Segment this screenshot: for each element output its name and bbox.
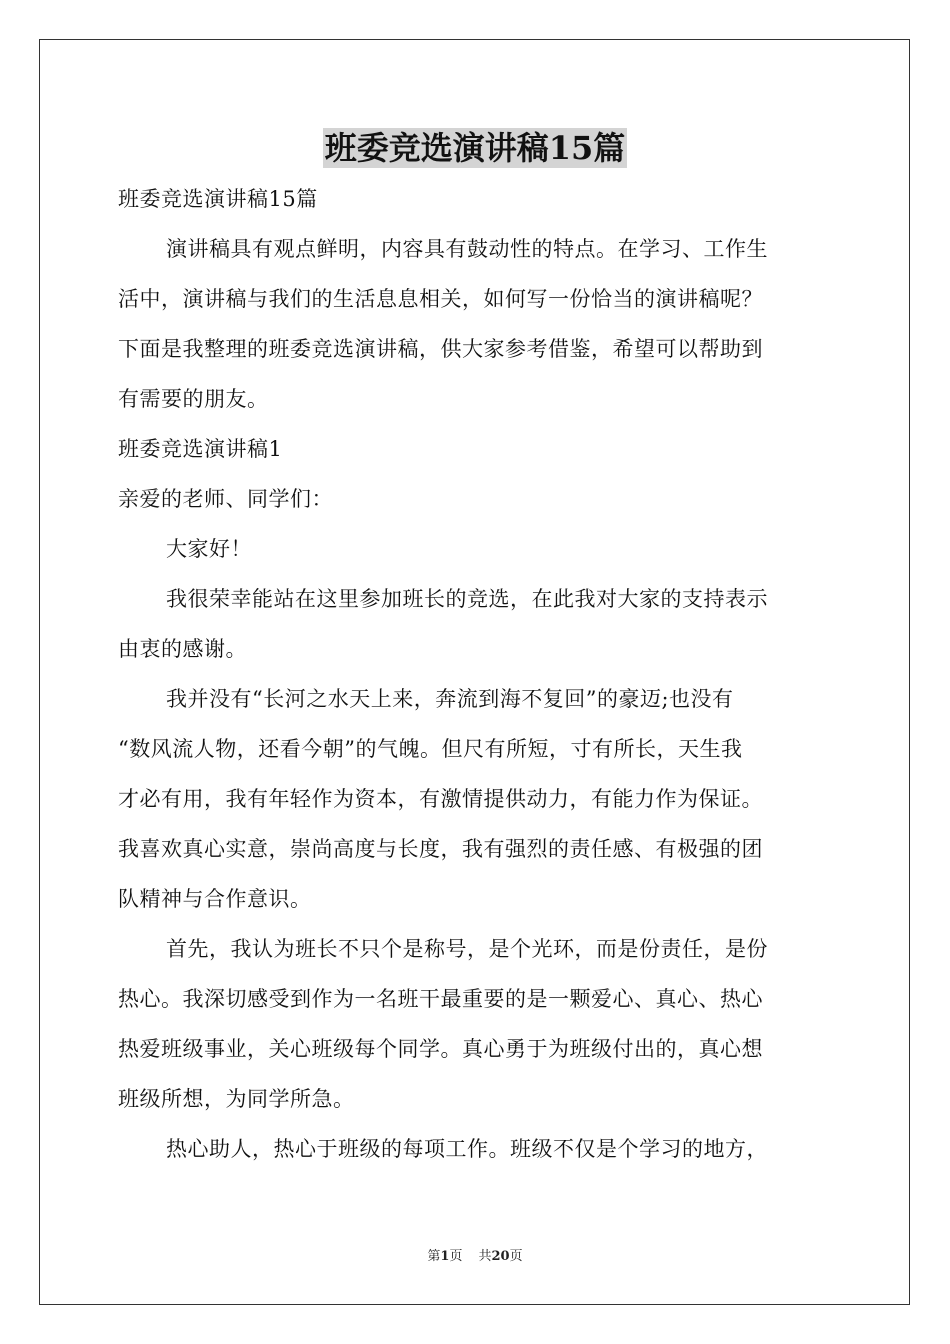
footer-total-prefix: 共	[478, 1249, 492, 1264]
greeting-line: 大家好！	[166, 537, 252, 561]
paragraph-line: 活中，演讲稿与我们的生活息息相关，如何写一份恰当的演讲稿呢？	[118, 287, 763, 311]
paragraph-line: 演讲稿具有观点鲜明，内容具有鼓动性的特点。在学习、工作生	[166, 237, 768, 261]
paragraph-line: 热爱班级事业，关心班级每个同学。真心勇于为班级付出的，真心想	[118, 1037, 763, 1061]
subtitle-line: 班委竞选演讲稿15篇	[118, 187, 318, 211]
document-title: 班委竞选演讲稿15篇	[324, 129, 626, 167]
paragraph-line: 我很荣幸能站在这里参加班长的竞选，在此我对大家的支持表示	[166, 587, 768, 611]
paragraph-line: 队精神与合作意识。	[118, 887, 312, 911]
paragraph-line: 由衷的感谢。	[118, 637, 247, 661]
paragraph-line: 热心。我深切感受到作为一名班干最重要的是一颗爱心、真心、热心	[118, 987, 763, 1011]
paragraph-line: “数风流人物，还看今朝”的气魄。但尺有所短，寸有所长，天生我	[118, 737, 743, 761]
salutation-line: 亲爱的老师、同学们：	[118, 487, 333, 511]
paragraph-line: 班级所想，为同学所急。	[118, 1087, 355, 1111]
paragraph-line: 我喜欢真心实意，崇尚高度与长度，我有强烈的责任感、有极强的团	[118, 837, 763, 861]
paragraph-line: 有需要的朋友。	[118, 387, 269, 411]
section-heading: 班委竞选演讲稿1	[118, 437, 283, 461]
paragraph-line: 热心助人，热心于班级的每项工作。班级不仅是个学习的地方，	[166, 1137, 768, 1161]
page-footer	[0, 1248, 950, 1266]
footer-page-prefix: 第	[427, 1249, 441, 1264]
title-container	[0, 128, 950, 168]
footer-page-total: 20	[491, 1249, 510, 1264]
paragraph-line: 首先，我认为班长不只个是称号，是个光环，而是份责任，是份	[166, 937, 768, 961]
paragraph-line: 才必有用，我有年轻作为资本，有激情提供动力，有能力作为保证。	[118, 787, 763, 811]
footer-total-suffix: 页	[509, 1249, 523, 1264]
paragraph-line: 我并没有“长河之水天上来，奔流到海不复回”的豪迈;也没有	[166, 687, 734, 711]
document-body	[118, 183, 834, 1183]
footer-page-current: 1	[440, 1249, 450, 1264]
paragraph-line: 下面是我整理的班委竞选演讲稿，供大家参考借鉴，希望可以帮助到	[118, 337, 763, 361]
footer-page-mid: 页	[449, 1249, 463, 1264]
